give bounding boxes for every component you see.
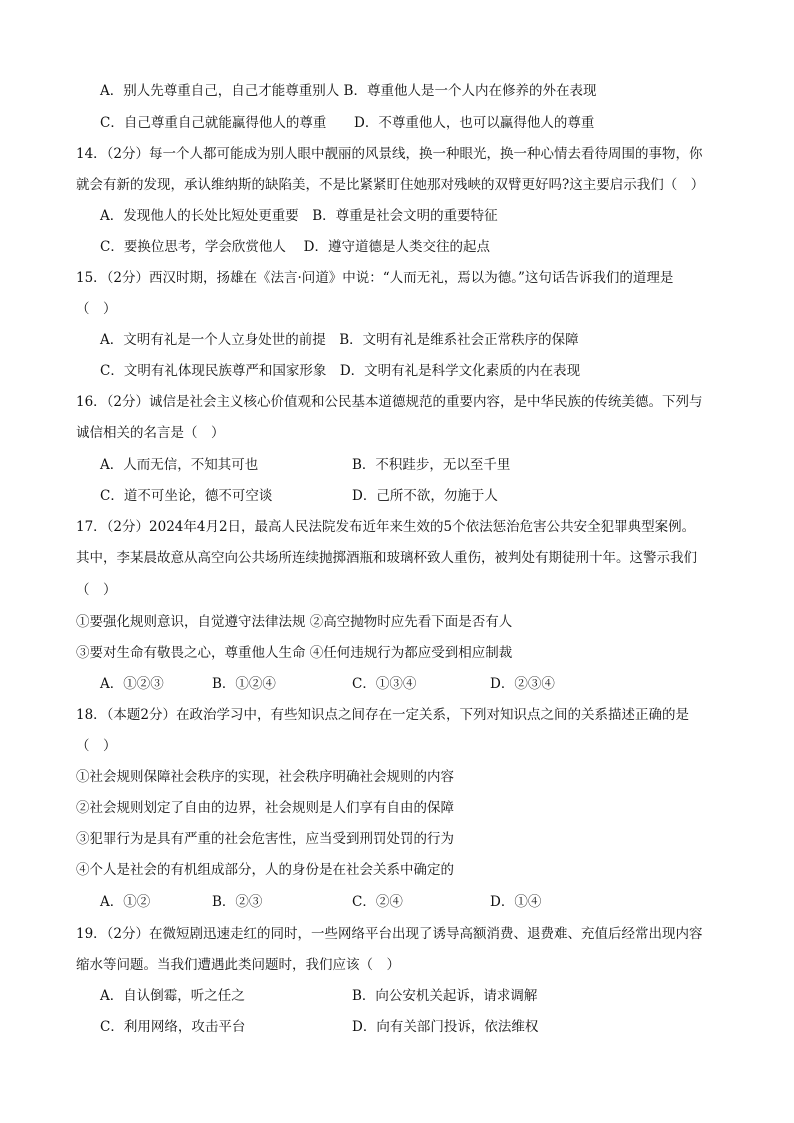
- q14-options-cd: C．要换位思考，学会欣赏他人 D．遵守道德是人类交往的起点: [100, 239, 490, 255]
- q18-option-d: D．①④: [490, 894, 542, 910]
- q16-stem-line1: 16．（2分）诚信是社会主义核心价值观和公民基本道德规范的重要内容，是中华民族的传统美德。下列与: [76, 394, 703, 410]
- q19-option-a: A．自认倒霉，听之任之: [100, 988, 245, 1004]
- q19-stem-line2: 缩水等问题。当我们遭遇此类问题时，我们应该（ ）: [76, 957, 400, 973]
- q18-option-a: A．①②: [100, 894, 151, 910]
- q19-option-c: C．利用网络，攻击平台: [100, 1019, 246, 1035]
- q17-option-b: B．①②④: [212, 676, 276, 692]
- q18-statement-4: ④个人是社会的有机组成部分，人的身份是在社会关系中确定的: [76, 862, 454, 878]
- q17-statements-34: ③要对生命有敬畏之心，尊重他人生命 ④任何违规行为都应受到相应制裁: [76, 645, 513, 661]
- q16-option-a: A．人而无信，不知其可也: [100, 457, 259, 473]
- q14-stem-line1: 14．（2分）每一个人都可能成为别人眼中靓丽的风景线，换一种眼光，换一种心情去看待周围的事物，你: [76, 146, 703, 162]
- q17-stem-line1: 17．（2分）2024年4月2日，最高人民法院发布近年来生效的5个依法惩治危害公共安全犯罪典型案例。: [76, 519, 696, 535]
- q14-stem-line2: 就会有新的发现，承认维纳斯的缺陷美，不是比紧紧盯住她那对残峡的双臂更好吗?这主要启示我们（ ）: [76, 177, 705, 193]
- q13-option-d: D．不尊重他人，也可以赢得他人的尊重: [354, 115, 595, 131]
- q17-option-a: A．①②③: [100, 676, 164, 692]
- q17-option-d: D．②③④: [490, 676, 555, 692]
- q14-options-ab: A．发现他人的长处比短处更重要 B．尊重是社会文明的重要特征: [100, 208, 498, 224]
- q17-option-c: C．①③④: [352, 676, 417, 692]
- q17-stem-line3: （ ）: [76, 582, 117, 598]
- q15-stem-line1: 15．（2分）西汉时期，扬雄在《法言·问道》中说：“人而无礼，焉以为德。”这句话告诉我们的道理是: [76, 270, 674, 286]
- q18-stem-line1: 18．（本题2分）在政治学习中，有些知识点之间存在一定关系，下列对知识点之间的关系描述正确的是: [76, 707, 690, 723]
- q16-option-d: D．己所不欲，勿施于人: [352, 488, 498, 504]
- q18-statement-1: ①社会规则保障社会秩序的实现，社会秩序明确社会规则的内容: [76, 769, 454, 785]
- q15-options-cd: C．文明有礼体现民族尊严和国家形象 D．文明有礼是科学文化素质的内在表现: [100, 363, 581, 379]
- q13-options-ab: A．别人先尊重自己，自己才能尊重别人 B．尊重他人是一个人内在修养的外在表现: [100, 83, 597, 99]
- q18-statement-2: ②社会规则划定了自由的边界，社会规则是人们享有自由的保障: [76, 800, 454, 816]
- q16-stem-line2: 诚信相关的名言是（ ）: [76, 425, 225, 441]
- q16-option-c: C．道不可坐论，德不可空谈: [100, 488, 273, 504]
- q17-statements-12: ①要强化规则意识，自觉遵守法律法规 ②高空抛物时应先看下面是否有人: [76, 614, 513, 630]
- q15-stem-line2: （ ）: [76, 301, 117, 317]
- q18-stem-line2: （ ）: [76, 738, 117, 754]
- q17-stem-line2: 其中，李某晨故意从高空向公共场所连续抛掷酒瓶和玻璃杯致人重伤，被判处有期徒刑十年。这警示我们: [76, 550, 697, 566]
- q18-option-c: C．②④: [352, 894, 403, 910]
- q13-option-c: C．自己尊重自己就能赢得他人的尊重: [100, 115, 327, 131]
- q15-options-ab: A．文明有礼是一个人立身处世的前提 B．文明有礼是维系社会正常秩序的保障: [100, 332, 579, 348]
- q19-option-d: D．向有关部门投诉，依法维权: [352, 1019, 539, 1035]
- q18-option-b: B．②③: [212, 894, 263, 910]
- q19-option-b: B．向公安机关起诉，请求调解: [352, 988, 538, 1004]
- q16-option-b: B．不积跬步，无以至千里: [352, 457, 511, 473]
- q18-statement-3: ③犯罪行为是具有严重的社会危害性，应当受到刑罚处罚的行为: [76, 831, 454, 847]
- q19-stem-line1: 19．（2分）在微短剧迅速走红的同时，一些网络平台出现了诱导高额消费、退费难、充值后经常出现内容: [76, 926, 703, 942]
